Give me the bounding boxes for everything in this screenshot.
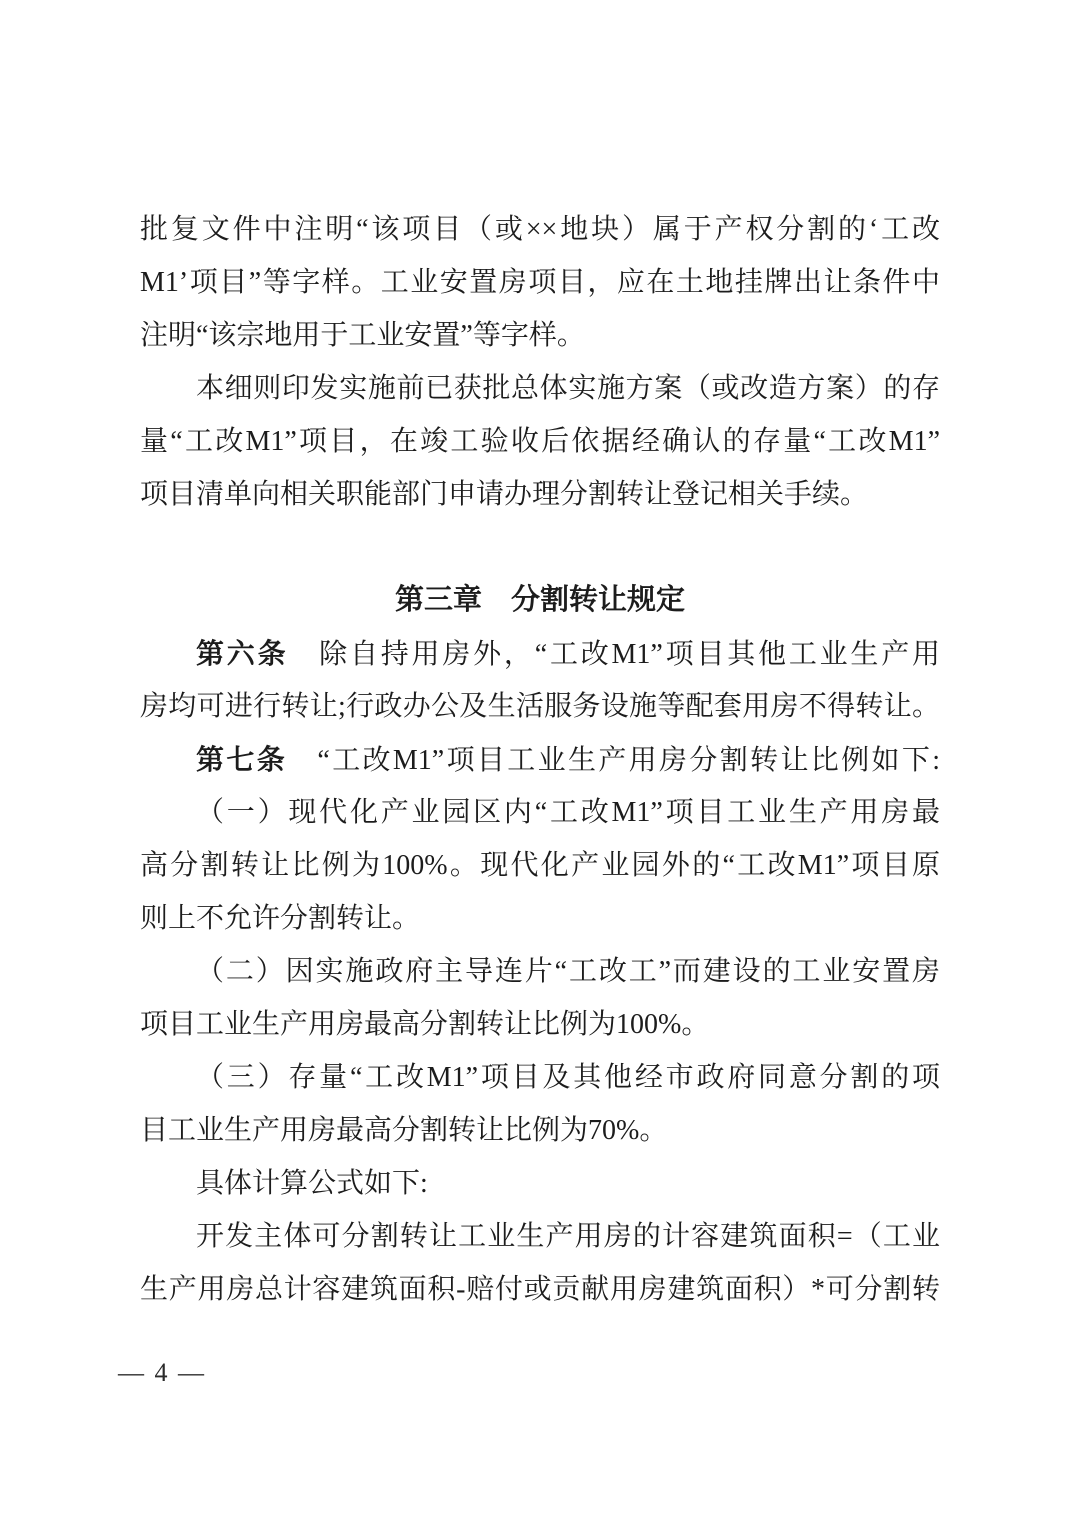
text-line bbox=[140, 362, 940, 415]
text-line bbox=[140, 680, 940, 733]
line-text: 注明“该宗地用于工业安置”等字样。 bbox=[140, 320, 585, 351]
text-line bbox=[140, 309, 940, 362]
text-line bbox=[140, 892, 940, 945]
text-line bbox=[140, 945, 940, 998]
chapter-heading: 第三章 分割转让规定 bbox=[394, 584, 685, 616]
line-text: （二）因实施政府主导连片“工改工”而建设的工业安置房 bbox=[196, 956, 940, 987]
text-line bbox=[140, 627, 940, 680]
text-line bbox=[140, 1157, 940, 1210]
line-text: 目工业生产用房最高分割转让比例为70%。 bbox=[140, 1115, 668, 1146]
line-text: 项目工业生产用房最高分割转让比例为100%。 bbox=[140, 1009, 710, 1040]
text-line bbox=[140, 468, 940, 521]
text-line bbox=[140, 1104, 940, 1157]
text-line bbox=[140, 839, 940, 892]
text-line bbox=[140, 1051, 940, 1104]
line-text: 批复文件中注明“该项目（或××地块）属于产权分割的‘工改 bbox=[140, 214, 940, 245]
line-text: （三）存量“工改M1”项目及其他经市政府同意分割的项 bbox=[196, 1062, 940, 1093]
line-text: 高分割转让比例为100%。现代化产业园外的“工改M1”项目原 bbox=[140, 850, 940, 881]
text-line bbox=[140, 1263, 940, 1316]
line-text: 本细则印发实施前已获批总体实施方案（或改造方案）的存 bbox=[196, 373, 940, 404]
line-text: “工改M1”项目工业生产用房分割转让比例如下: bbox=[287, 745, 940, 776]
text-line bbox=[140, 786, 940, 839]
text-line bbox=[140, 256, 940, 309]
text-line bbox=[140, 733, 940, 786]
line-text: （一）现代化产业园区内“工改M1”项目工业生产用房最 bbox=[196, 797, 940, 828]
line-text: M1’项目”等字样。工业安置房项目，应在土地挂牌出让条件中 bbox=[140, 267, 940, 298]
text-line bbox=[140, 1210, 940, 1263]
line-text: 量“工改M1”项目，在竣工验收后依据经确认的存量“工改M1” bbox=[140, 426, 940, 457]
text-line bbox=[140, 203, 940, 256]
line-text: 具体计算公式如下: bbox=[196, 1168, 428, 1199]
line-text: 房均可进行转让;行政办公及生活服务设施等配套用房不得转让。 bbox=[140, 691, 940, 722]
line-text: 生产用房总计容建筑面积-赔付或贡献用房建筑面积）*可分割转 bbox=[140, 1274, 940, 1305]
article-number: 第六条 bbox=[196, 638, 289, 669]
text-line bbox=[140, 998, 940, 1051]
line-text: 则上不允许分割转让。 bbox=[140, 903, 421, 934]
text-block bbox=[140, 203, 940, 1316]
line-text: 项目清单向相关职能部门申请办理分割转让登记相关手续。 bbox=[140, 479, 869, 510]
line-text: 除自持用房外，“工改M1”项目其他工业生产用 bbox=[288, 639, 940, 670]
footer-page-number: — 4 — bbox=[118, 1358, 206, 1387]
line-text: 开发主体可分割转让工业生产用房的计容建筑面积=（工业 bbox=[196, 1221, 940, 1252]
article-number: 第七条 bbox=[196, 744, 288, 775]
text-line bbox=[140, 415, 940, 468]
